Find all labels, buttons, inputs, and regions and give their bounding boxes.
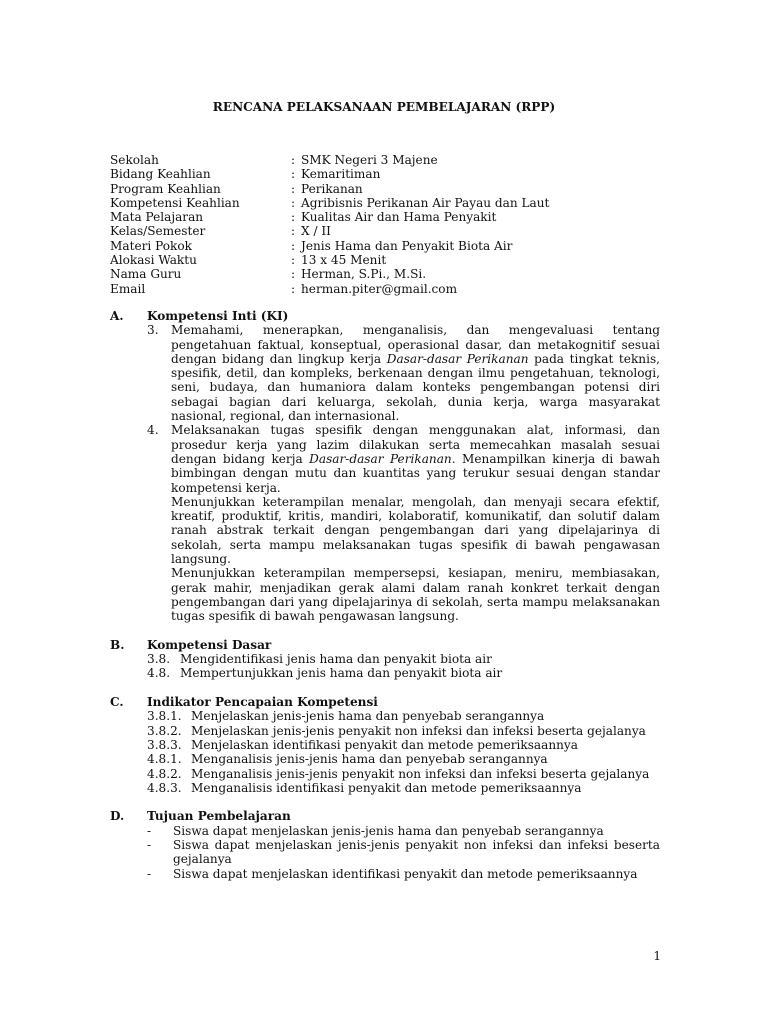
section-heading [110,809,660,823]
identity-row [110,224,670,238]
section-letter: B. [110,637,125,652]
ki4-text-start: Melaksanakan tugas spesifik dengan menggunakan alat, informasi, dan prosedur kerja yang lazim dilakukan serta memecahkan masalah sesuai dengan bidang kerja [171,423,660,466]
identity-separator: : [291,224,296,239]
bullet-dash: - [147,823,152,838]
item-text: Menjelaskan jenis-jenis hama dan penyebab serangannya [191,709,545,724]
section-kompetensi-dasar [110,638,660,681]
item-text: Siswa dapat menjelaskan identifikasi penyakit dan metode pemeriksaannya [173,866,638,881]
identity-label: Materi Pokok [110,238,192,253]
identity-separator: : [291,267,296,282]
identity-value: Kualitas Air dan Hama Penyakit [301,210,497,225]
ki3-text-start: Memahami, menerapkan, menganalisis, dan mengevaluasi tentang pengetahuan faktual, konseptual, operasional dasar, dan metakognitif sesuai dengan bidang dan lingkup kerja [171,323,660,366]
identity-label: Bidang Keahlian [110,167,211,182]
objective-item [110,824,660,838]
item-text [171,423,660,494]
item-text: Siswa dapat menjelaskan jenis-jenis penyakit non infeksi dan infeksi beserta gejalanya [173,837,660,867]
ki4-text-end: Menampilkan kinerja di bawah bimbingan dengan mutu dan kuantitas yang terukur sesuai dengan standar kompetensi kerja. [171,451,661,495]
identity-value: Agribisnis Perikanan Air Payau dan Laut [301,195,550,210]
identity-row [110,253,670,267]
identity-value: X / II [301,224,331,239]
identity-value: herman.piter@gmail.com [301,281,458,296]
identity-row [110,153,670,167]
identity-separator: : [291,195,296,210]
item-number: 3.8.3. [147,737,182,752]
section-letter: D. [110,809,125,824]
ki4-italic-term: Dasar-dasar Perikanan. [309,451,456,466]
ki3-italic-term: Dasar-dasar Perikanan [386,351,529,366]
document-sections [110,309,660,895]
kd-item [110,666,660,680]
document-title: RENCANA PELAKSANAAN PEMBELAJARAN (RPP) [212,100,556,114]
section-kompetensi-inti [110,309,660,624]
identity-row [110,267,670,281]
ki-item-4 [110,423,660,494]
identity-separator: : [291,210,296,225]
section-heading [110,695,660,709]
item-text: Menganalisis identifikasi penyakit dan metode pemeriksaannya [191,780,582,795]
ki3-text-end: pada tingkat teknis, spesifik, detil, dan kompleks, berkenaan dengan ilmu pengetahuan, teknologi, seni, budaya, dan humaniora dalam konteks pengembangan potensi diri sebagai bagian dari keluarga, sekolah, dunia kerja, warga masyarakat nasional, regional, dan internasional. [171,351,660,424]
identity-label: Sekolah [110,153,159,167]
item-number: 4. [147,423,159,438]
indicator-item [110,724,660,738]
section-heading [110,309,660,323]
identity-value: Perikanan [301,181,363,196]
item-number: 4.8.1. [147,752,182,767]
identity-label: Alokasi Waktu [110,253,197,268]
identity-value: Herman, S.Pi., M.Si. [301,267,427,282]
identity-separator: : [291,167,296,182]
section-indikator [110,695,660,795]
item-text: Menjelaskan jenis-jenis penyakit non infeksi dan infeksi beserta gejalanya [191,723,646,738]
identity-value: Jenis Hama dan Penyakit Biota Air [301,238,513,253]
item-number: 3.8.2. [147,723,182,738]
identity-row [110,282,670,296]
ki-item-3 [110,323,660,423]
identity-label: Email [110,281,146,296]
item-number: 4.8.3. [147,780,182,795]
item-number: 4.8.2. [147,766,182,781]
identity-separator: : [291,253,296,268]
identity-label: Program Keahlian [110,181,221,196]
objective-item [110,838,660,867]
identity-label: Nama Guru [110,267,182,282]
identity-row [110,196,670,210]
identity-value: SMK Negeri 3 Majene [301,153,438,167]
identity-table [110,153,670,296]
identity-separator: : [291,153,296,167]
item-text [171,323,660,423]
indicator-item [110,709,660,723]
section-title: Kompetensi Dasar [147,637,272,652]
section-letter: A. [110,309,124,323]
bullet-dash: - [147,837,152,852]
item-number: 3.8.1. [147,709,182,724]
indicator-item [110,752,660,766]
item-text: Siswa dapat menjelaskan jenis-jenis hama dan penyebab serangannya [173,823,604,838]
identity-row [110,167,670,181]
identity-row [110,182,670,196]
section-title: Indikator Pencapaian Kompetensi [147,695,378,710]
section-letter: C. [110,695,124,710]
kd-item [110,652,660,666]
section-title: Tujuan Pembelajaran [147,809,291,824]
objective-item [110,867,660,881]
item-text: Menganalisis jenis-jenis hama dan penyebab serangannya [191,752,548,767]
indicator-item [110,738,660,752]
ki4-paragraph-3: Menunjukkan keterampilan mempersepsi, kesiapan, meniru, membiasakan, gerak mahir, menjadikan gerak alami dalam ranah konkret terkait dengan pengembangan dari yang dipelajarinya di sekolah, serta mampu melaksanakan tugas spesifik di bawah pengawasan langsung. [171,566,660,624]
section-title: Kompetensi Inti (KI) [147,309,289,323]
item-text: Mempertunjukkan jenis hama dan penyakit biota air [180,666,503,681]
section-tujuan [110,809,660,880]
ki4-paragraph-2: Menunjukkan keterampilan menalar, mengolah, dan menyaji secara efektif, kreatif, produktif, kritis, mandiri, kolaboratif, komunikatif, dan solutif dalam ranah abstrak terkait dengan pengembangan dari yang dipelajarinya di sekolah, serta mampu melaksanakan tugas spesifik di bawah pengawasan langsung. [171,494,660,567]
identity-value: Kemaritiman [301,167,381,182]
item-number: 3.8. [147,652,171,667]
item-number: 4.8. [147,666,171,681]
item-text: Menganalisis jenis-jenis penyakit non infeksi dan infeksi beserta gejalanya [191,766,650,781]
identity-label: Kelas/Semester [110,224,206,239]
identity-separator: : [291,281,296,296]
item-number: 3. [147,323,159,338]
item-text: Menjelaskan identifikasi penyakit dan metode pemeriksaannya [191,737,578,752]
indicator-item [110,767,660,781]
identity-label: Kompetensi Keahlian [110,195,240,210]
identity-separator: : [291,181,296,196]
section-heading [110,638,660,652]
identity-row [110,210,670,224]
identity-separator: : [291,238,296,253]
indicator-item [110,781,660,795]
bullet-dash: - [147,866,152,881]
identity-label: Mata Pelajaran [110,210,204,225]
identity-row [110,239,670,253]
item-text: Mengidentifikasi jenis hama dan penyakit biota air [180,652,492,667]
page-number: 1 [653,949,661,963]
identity-value: 13 x 45 Menit [301,253,387,268]
